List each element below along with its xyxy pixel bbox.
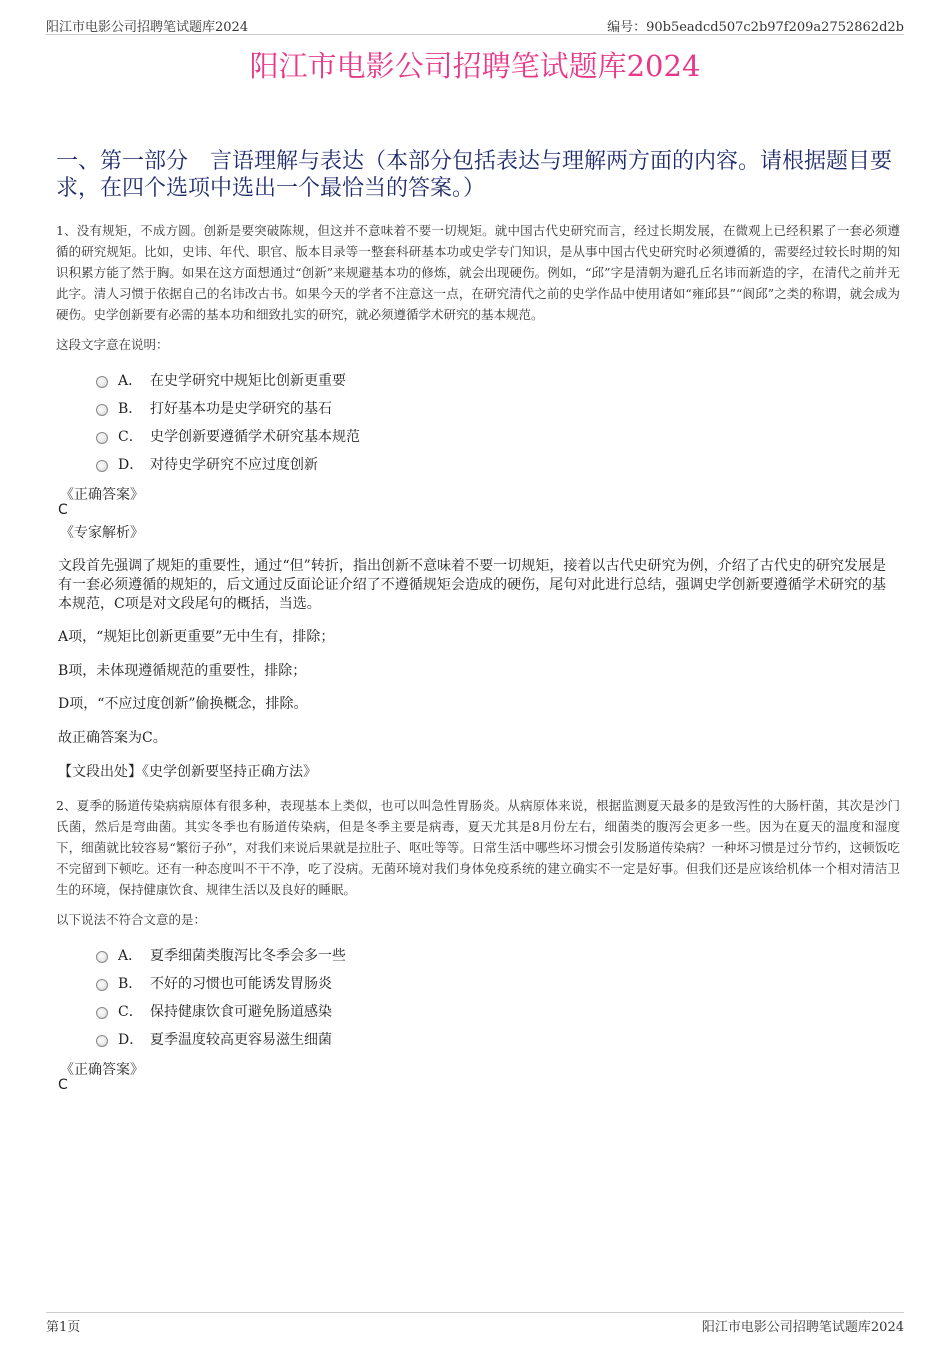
analysis-note-b: B项，未体现遵循规范的重要性，排除；	[58, 663, 307, 679]
question-2-options	[96, 941, 346, 1053]
radio-icon[interactable]	[96, 1035, 108, 1047]
question-2-stem: 2、夏季的肠道传染病病原体有很多种，表现基本上类似，也可以叫急性胃肠炎。从病原体来说，根据监测夏天最多的是致泻性的大肠杆菌，其次是沙门氏菌，然后是弯曲菌。其实冬季也有肠道传染病，但是冬季主要是病毒，夏天尤其是8月份左右，细菌类的腹泻会更多一些。因为在夏天的温度和湿度下，细菌就比较容易“繁衍子孙”，对我们来说后果就是拉肚子、呕吐等等。日常生活中哪些坏习惯会引发肠道传染病？一种坏习惯是过分节约，这顿饭吃不完留到下顿吃。还有一种态度叫不干不净，吃了没病。无菌环境对我们身体免疫系统的建立确实不一定是好事。但我们还是应该给机体一个相对清洁卫生的环境，保持健康饮食、规律生活以及良好的睡眠。	[56, 798, 900, 897]
page-footer	[46, 1312, 904, 1335]
header-doc-name: 阳江市电影公司招聘笔试题库2024	[46, 20, 249, 35]
analysis-note-d: D项，“不应过度创新”偷换概念，排除。	[58, 696, 308, 712]
question-1-stem: 1、没有规矩，不成方圆。创新是要突破陈规，但这并不意味着不要一切规矩。就中国古代史研究而言，经过长期发展，在微观上已经积累了一套必须遵循的研究规矩。比如，史讳、年代、职官、版本目录等一整套科研基本功或史学专门知识，是从事中国古代史研究时必须遵循的，需要经过较长时期的知识积累方能了然于胸。如果在这方面想通过“创新”来规避基本功的修炼，就会出现硬伤。例如，“邱”字是清朝为避孔丘名讳而新造的字，在清代之前并无此字。清人习惯于依据自己的名讳改古书。如果今天的学者不注意这一点，在研究清代之前的史学作品中使用诸如“雍邱县”“阆邱”之类的称谓，就会成为硬伤。史学创新要有必需的基本功和细致扎实的研究，就必须遵循学术研究的基本规范。	[56, 223, 900, 322]
option-b[interactable]: B． 不好的习惯也可能诱发胃肠炎	[96, 969, 346, 997]
analysis-note-a: A项，“规矩比创新更重要”无中生有，排除；	[58, 629, 335, 645]
option-d[interactable]: D． 对待史学研究不应过度创新	[96, 450, 360, 478]
header-doc-id: 编号：90b5eadcd507c2b97f209a2752862d2b	[607, 20, 904, 35]
option-c[interactable]: C． 史学创新要遵循学术研究基本规范	[96, 422, 360, 450]
passage-source: 【文段出处】《史学创新要坚持正确方法》	[58, 764, 317, 780]
option-a[interactable]: A． 在史学研究中规矩比创新更重要	[96, 366, 360, 394]
radio-icon[interactable]	[96, 951, 108, 963]
question-2-prompt: 以下说法不符合文意的是：	[56, 912, 207, 927]
expert-analysis: 文段首先强调了规矩的重要性，通过“但”转折，指出创新不意味着不要一切规矩，接着以古代史研究为例，介绍了古代史的研究发展是有一套必须遵循的规矩的，后文通过反面论证介绍了不遵循规矩会造成的硬伤，尾句对此进行总结，强调史学创新要遵循学术研究的基本规范，C项是对文段尾句的概括，当选。	[58, 558, 886, 612]
correct-answer: C	[58, 502, 68, 518]
page-number: 第1页	[46, 1320, 81, 1335]
option-b[interactable]: B． 打好基本功是史学研究的基石	[96, 394, 360, 422]
question-1-options	[96, 366, 360, 478]
radio-icon[interactable]	[96, 432, 108, 444]
analysis-conclusion: 故正确答案为C。	[58, 730, 167, 746]
radio-icon[interactable]	[96, 1007, 108, 1019]
question-1-prompt: 这段文字意在说明：	[56, 337, 169, 352]
radio-icon[interactable]	[96, 404, 108, 416]
footer-doc-name: 阳江市电影公司招聘笔试题库2024	[701, 1320, 904, 1335]
page-header	[46, 14, 904, 35]
correct-answer: C	[58, 1077, 68, 1093]
radio-icon[interactable]	[96, 979, 108, 991]
option-d[interactable]: D． 夏季温度较高更容易滋生细菌	[96, 1025, 346, 1053]
option-c[interactable]: C． 保持健康饮食可避免肠道感染	[96, 997, 346, 1025]
answer-label: 《正确答案》	[60, 487, 144, 503]
document-title: 阳江市电影公司招聘笔试题库2024	[249, 49, 701, 83]
radio-icon[interactable]	[96, 460, 108, 472]
answer-label: 《正确答案》	[60, 1062, 144, 1078]
radio-icon[interactable]	[96, 376, 108, 388]
analysis-label: 《专家解析》	[60, 525, 144, 541]
option-a[interactable]: A． 夏季细菌类腹泻比冬季会多一些	[96, 941, 346, 969]
section-title: 一、第一部分 言语理解与表达（本部分包括表达与理解两方面的内容。请根据题目要求，在四个选项中选出一个最恰当的答案。）	[56, 149, 893, 201]
